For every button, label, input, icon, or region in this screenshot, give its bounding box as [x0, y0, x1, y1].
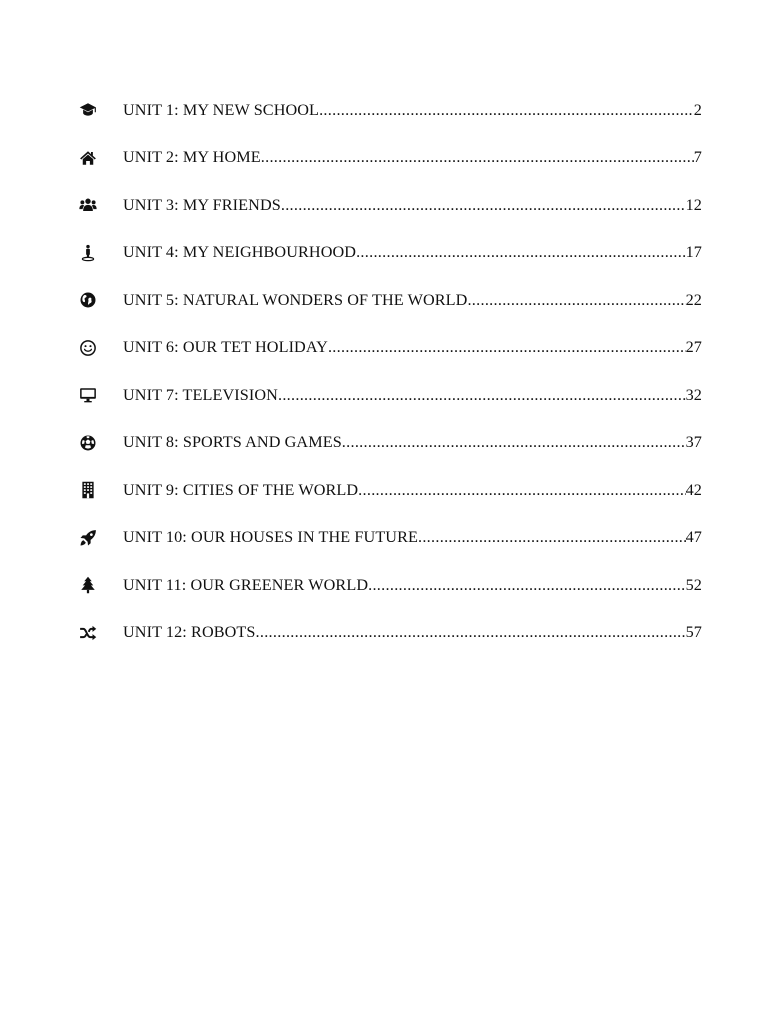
- toc-entry-unit-8[interactable]: [78, 431, 702, 455]
- toc-title: UNIT 9: CITIES OF THE WORLD: [123, 480, 359, 499]
- toc-entry-unit-5[interactable]: [78, 288, 702, 312]
- toc-title: UNIT 4: MY NEIGHBOURHOOD: [123, 243, 357, 261]
- toc-entry-text: [123, 338, 702, 357]
- toc-title: UNIT 10: OUR HOUSES IN THE FUTURE: [123, 528, 418, 546]
- toc-page-number: 12: [685, 195, 702, 214]
- dot-leader: [281, 196, 686, 215]
- home-icon: [78, 148, 98, 168]
- toc-entry-unit-7[interactable]: [78, 383, 702, 407]
- dot-leader: [342, 433, 686, 452]
- toc-title: UNIT 8: SPORTS AND GAMES: [123, 433, 342, 451]
- toc-title: UNIT 3: MY FRIENDS: [123, 195, 281, 214]
- toc-page-number: 2: [693, 100, 702, 119]
- toc-entry-unit-2[interactable]: [78, 146, 702, 170]
- toc-entry-text: [123, 528, 702, 547]
- toc-page-number: 57: [685, 623, 702, 641]
- toc-page-number: 17: [685, 243, 702, 261]
- rocket-icon: [78, 528, 98, 548]
- dot-leader: [256, 623, 686, 642]
- toc-page-number: 22: [685, 290, 702, 309]
- toc-page-number: 42: [685, 480, 702, 499]
- toc-entry-text: [123, 576, 702, 595]
- toc-entry-text: [123, 481, 702, 500]
- toc-entry-text: [123, 196, 702, 215]
- globe-icon: [78, 290, 98, 310]
- random-icon: [78, 623, 98, 643]
- toc-entry-unit-3[interactable]: [78, 193, 702, 217]
- toc-title: UNIT 2: MY HOME: [123, 148, 261, 166]
- toc-entry-text: [123, 148, 702, 167]
- dot-leader: [368, 576, 686, 595]
- toc-page-number: 27: [685, 338, 702, 356]
- toc-page-number: 47: [685, 528, 702, 546]
- toc-entry-unit-4[interactable]: [78, 241, 702, 265]
- dot-leader: [261, 148, 694, 167]
- toc-page-number: 52: [685, 575, 702, 594]
- soccer-ball-icon: [78, 433, 98, 453]
- toc-title: UNIT 12: ROBOTS: [123, 623, 256, 641]
- toc-entry-text: [123, 433, 702, 452]
- dot-leader: [328, 338, 686, 357]
- street-view-icon: [78, 243, 98, 263]
- building-icon: [78, 480, 98, 500]
- toc-page-number: 37: [685, 433, 702, 451]
- toc-entry-text: [123, 101, 702, 120]
- toc-title: UNIT 6: OUR TET HOLIDAY: [123, 338, 328, 356]
- toc-entry-unit-10[interactable]: [78, 526, 702, 550]
- toc-title: UNIT 11: OUR GREENER WORLD: [123, 575, 369, 594]
- toc-page-number: 7: [693, 148, 702, 166]
- toc-entry-text: [123, 243, 702, 262]
- dot-leader: [319, 101, 694, 120]
- dot-leader: [358, 481, 685, 500]
- toc-entry-unit-9[interactable]: [78, 478, 702, 502]
- desktop-icon: [78, 385, 98, 405]
- toc-page-number: 32: [685, 385, 702, 404]
- toc-title: UNIT 7: TELEVISION: [123, 385, 278, 404]
- toc-entry-unit-11[interactable]: [78, 573, 702, 597]
- dot-leader: [467, 291, 685, 310]
- tree-icon: [78, 575, 98, 595]
- smile-icon: [78, 338, 98, 358]
- users-icon: [78, 195, 98, 215]
- toc-entry-unit-12[interactable]: [78, 621, 702, 645]
- table-of-contents: [78, 98, 702, 668]
- toc-entry-unit-6[interactable]: [78, 336, 702, 360]
- dot-leader: [356, 243, 686, 262]
- toc-entry-text: [123, 386, 702, 405]
- toc-entry-text: [123, 291, 702, 310]
- toc-entry-text: [123, 623, 702, 642]
- graduation-cap-icon: [78, 100, 98, 120]
- toc-title: UNIT 5: NATURAL WONDERS OF THE WORLD: [123, 290, 468, 309]
- dot-leader: [418, 528, 686, 547]
- dot-leader: [278, 386, 686, 405]
- toc-entry-unit-1[interactable]: [78, 98, 702, 122]
- toc-title: UNIT 1: MY NEW SCHOOL: [123, 100, 320, 119]
